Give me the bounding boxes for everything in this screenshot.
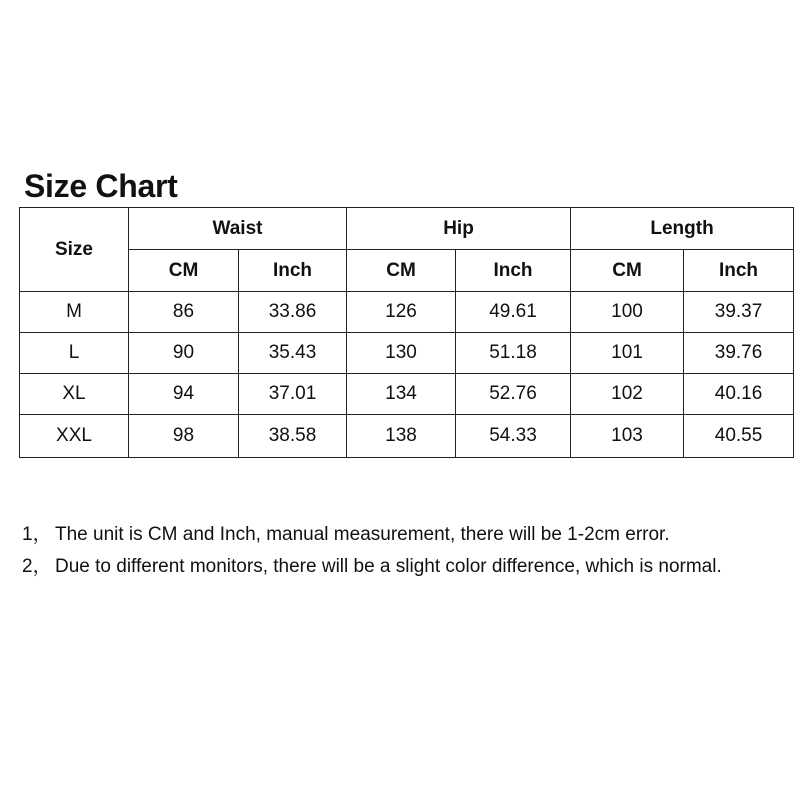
unit-header: Inch: [239, 250, 347, 292]
value-cell: 130: [347, 333, 456, 374]
value-cell: 40.55: [684, 415, 794, 458]
hip-group-header: Hip: [347, 208, 571, 250]
size-cell: M: [20, 292, 129, 333]
unit-header: CM: [347, 250, 456, 292]
value-cell: 39.76: [684, 333, 794, 374]
value-cell: 38.58: [239, 415, 347, 458]
note-number: 2，: [22, 556, 52, 577]
table-row: [20, 415, 794, 458]
table-header-row: [20, 208, 794, 250]
value-cell: 101: [571, 333, 684, 374]
value-cell: 98: [129, 415, 239, 458]
table-row: [20, 292, 794, 333]
value-cell: 134: [347, 374, 456, 415]
value-cell: 94: [129, 374, 239, 415]
table-row: [20, 374, 794, 415]
value-cell: 33.86: [239, 292, 347, 333]
note-text: Due to different monitors, there will be a slight color difference, which is normal.: [55, 556, 722, 577]
length-group-header: Length: [571, 208, 794, 250]
value-cell: 51.18: [456, 333, 571, 374]
value-cell: 35.43: [239, 333, 347, 374]
value-cell: 90: [129, 333, 239, 374]
value-cell: 49.61: [456, 292, 571, 333]
size-column-header: Size: [20, 208, 129, 292]
note-number: 1，: [22, 524, 52, 545]
note-item: [22, 551, 722, 583]
note-item: [22, 519, 722, 551]
value-cell: 126: [347, 292, 456, 333]
size-cell: XL: [20, 374, 129, 415]
table-unit-row: [20, 250, 794, 292]
unit-header: Inch: [456, 250, 571, 292]
value-cell: 138: [347, 415, 456, 458]
value-cell: 39.37: [684, 292, 794, 333]
unit-header: Inch: [684, 250, 794, 292]
unit-header: CM: [129, 250, 239, 292]
note-text: The unit is CM and Inch, manual measurement, there will be 1-2cm error.: [55, 524, 670, 545]
notes-section: [22, 519, 722, 583]
page-title: Size Chart: [24, 168, 178, 204]
value-cell: 52.76: [456, 374, 571, 415]
size-cell: L: [20, 333, 129, 374]
value-cell: 86: [129, 292, 239, 333]
waist-group-header: Waist: [129, 208, 347, 250]
value-cell: 54.33: [456, 415, 571, 458]
value-cell: 103: [571, 415, 684, 458]
value-cell: 40.16: [684, 374, 794, 415]
size-chart-table: [19, 207, 794, 458]
value-cell: 102: [571, 374, 684, 415]
unit-header: CM: [571, 250, 684, 292]
value-cell: 100: [571, 292, 684, 333]
value-cell: 37.01: [239, 374, 347, 415]
size-cell: XXL: [20, 415, 129, 458]
table-row: [20, 333, 794, 374]
